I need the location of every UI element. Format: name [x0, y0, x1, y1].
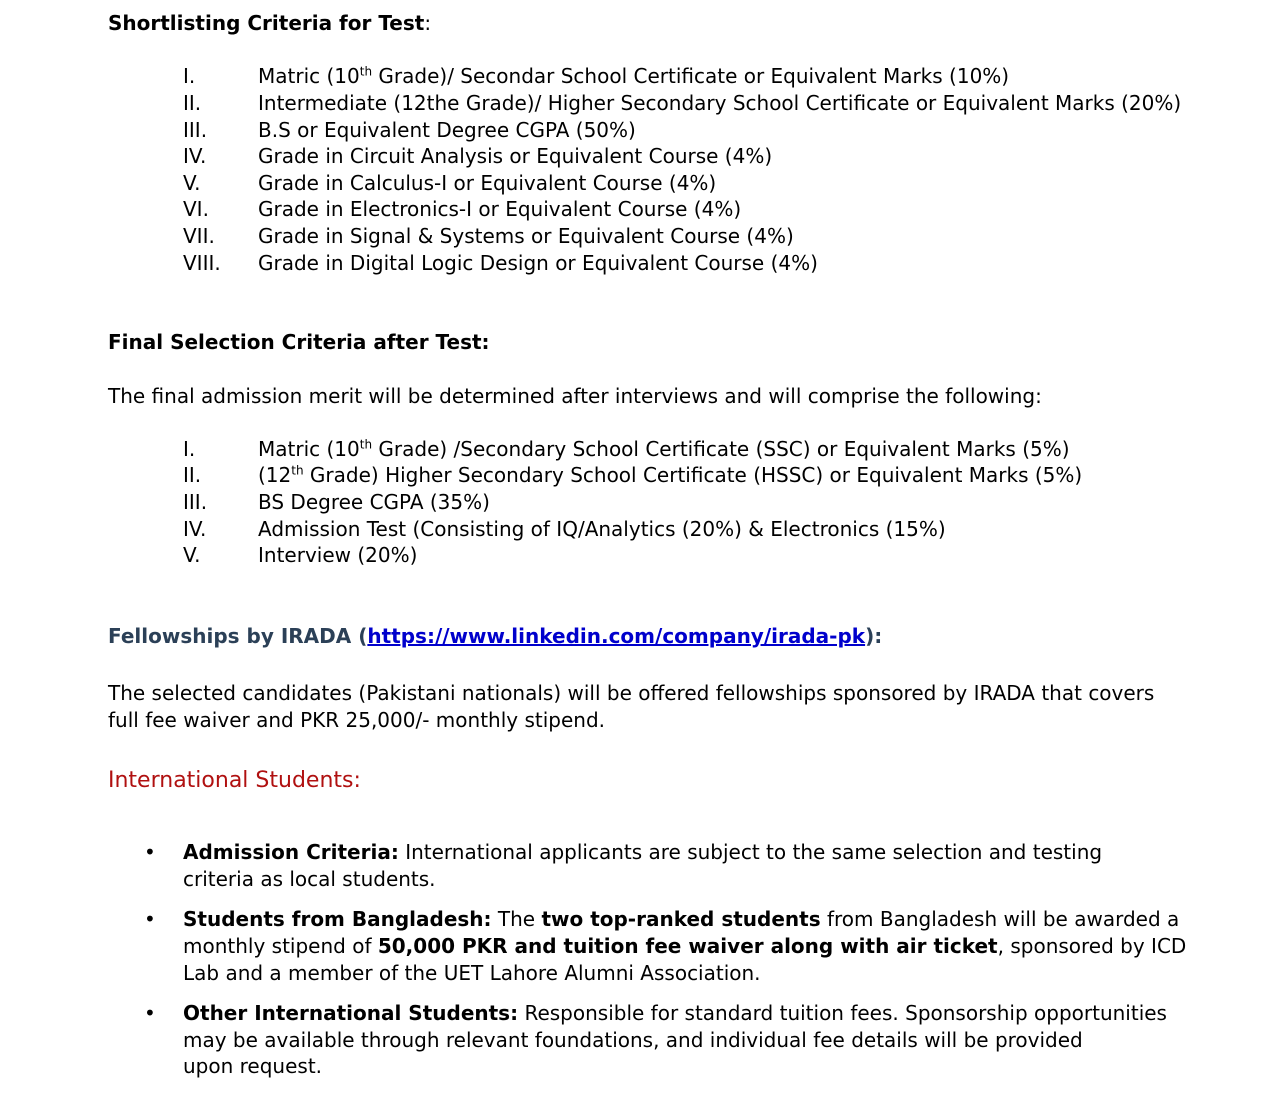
- list-item-text: Admission Test (Consisting of IQ/Analytics (20%) & Electronics (15%): [258, 517, 946, 541]
- list-item-text: Intermediate (12the Grade)/ Higher Secondary School Certificate or Equivalent Marks (20%): [258, 91, 1182, 115]
- list-item-text: B.S or Equivalent Degree CGPA (50%): [258, 118, 636, 142]
- bullet-icon: •: [144, 907, 156, 931]
- list-item-text-pre: (12: [258, 463, 292, 487]
- other-international-text: Responsible for standard tuition fees. Sponsorship opportunities: [518, 1001, 1167, 1025]
- fellowship-heading: [108, 624, 882, 648]
- bangladesh-text: , sponsored by ICD: [997, 934, 1187, 958]
- list-item-number: V.: [183, 543, 201, 567]
- list-item-number: I.: [183, 437, 196, 461]
- list-item-number: I.: [183, 64, 196, 88]
- list-item-text: Grade in Signal & Systems or Equivalent Course (4%): [258, 224, 794, 248]
- bangladesh-label: Students from Bangladesh:: [183, 907, 492, 931]
- shortlisting-heading-colon: :: [424, 11, 432, 35]
- list-item-text: [258, 64, 1009, 88]
- bangladesh-text: monthly stipend of: [183, 934, 378, 958]
- list-item-text-continued: criteria as local students.: [183, 867, 436, 891]
- bangladesh-text: The: [491, 907, 542, 931]
- list-item-text: Grade in Calculus-I or Equivalent Course (4%): [258, 171, 717, 195]
- fellowship-description-line-2: full fee waiver and PKR 25,000/- monthly stipend.: [108, 708, 606, 732]
- list-item-superscript: th: [359, 64, 373, 79]
- final-selection-intro: The final admission merit will be determined after interviews and will comprise the following:: [108, 384, 1042, 408]
- list-item-text-pre: Matric (10: [258, 437, 360, 461]
- list-item-number: II.: [183, 463, 202, 487]
- list-item-number: II.: [183, 91, 202, 115]
- international-students-heading: International Students:: [108, 768, 361, 793]
- bangladesh-emphasis: 50,000 PKR and tuition fee waiver along with air ticket: [377, 934, 998, 958]
- admission-criteria-label: Admission Criteria:: [183, 840, 399, 864]
- list-item-text-continued: [183, 934, 1186, 958]
- other-international-label: Other International Students:: [183, 1001, 519, 1025]
- bangladesh-emphasis: two top-ranked students: [541, 907, 821, 931]
- list-item-text-post: Grade)/ Secondar School Certificate or Equivalent Marks (10%): [372, 64, 1010, 88]
- list-item-text: [183, 840, 1102, 864]
- list-item-text-pre: Matric (10: [258, 64, 360, 88]
- list-item-text: Interview (20%): [258, 543, 418, 567]
- list-item-number: IV.: [183, 144, 207, 168]
- list-item-number: IV.: [183, 517, 207, 541]
- list-item-text-continued: upon request.: [183, 1054, 323, 1078]
- list-item-text: [183, 907, 1179, 931]
- list-item-superscript: th: [359, 437, 373, 452]
- list-item-text-post: Grade) /Secondary School Certificate (SSC) or Equivalent Marks (5%): [372, 437, 1070, 461]
- shortlisting-heading: [108, 11, 431, 35]
- list-item-number: VI.: [183, 197, 209, 221]
- list-item-text: [258, 437, 1070, 461]
- list-item-text-post: Grade) Higher Secondary School Certificate (HSSC) or Equivalent Marks (5%): [303, 463, 1083, 487]
- list-item-number: VIII.: [183, 251, 221, 275]
- list-item-text: BS Degree CGPA (35%): [258, 490, 490, 514]
- fellowship-heading-pre: Fellowships by IRADA (: [108, 624, 368, 648]
- list-item-text: [258, 463, 1082, 487]
- list-item-text: [183, 1001, 1167, 1025]
- bullet-icon: •: [144, 840, 156, 864]
- shortlisting-heading-text: Shortlisting Criteria for Test: [108, 11, 425, 35]
- bullet-icon: •: [144, 1001, 156, 1025]
- list-item-text: Grade in Digital Logic Design or Equivalent Course (4%): [258, 251, 818, 275]
- list-item-number: III.: [183, 490, 208, 514]
- fellowship-description-line-1: The selected candidates (Pakistani nationals) will be offered fellowships sponsored by IRADA that covers: [108, 681, 1155, 705]
- list-item-text: Grade in Electronics-I or Equivalent Course (4%): [258, 197, 742, 221]
- list-item-number: V.: [183, 171, 201, 195]
- irada-linkedin-link[interactable]: https://www.linkedin.com/company/irada-pk: [367, 624, 866, 648]
- list-item-text-continued: may be available through relevant foundations, and individual fee details will be provided: [183, 1028, 1083, 1052]
- list-item-superscript: th: [291, 463, 304, 478]
- list-item-text-continued: Lab and a member of the UET Lahore Alumni Association.: [183, 961, 761, 985]
- list-item-number: VII.: [183, 224, 215, 248]
- list-item-number: III.: [183, 118, 208, 142]
- list-item-text: Grade in Circuit Analysis or Equivalent Course (4%): [258, 144, 773, 168]
- bangladesh-text: from Bangladesh will be awarded a: [820, 907, 1180, 931]
- admission-criteria-text: International applicants are subject to the same selection and testing: [398, 840, 1103, 864]
- fellowship-heading-post: ):: [865, 624, 883, 648]
- final-selection-heading: Final Selection Criteria after Test:: [108, 330, 490, 354]
